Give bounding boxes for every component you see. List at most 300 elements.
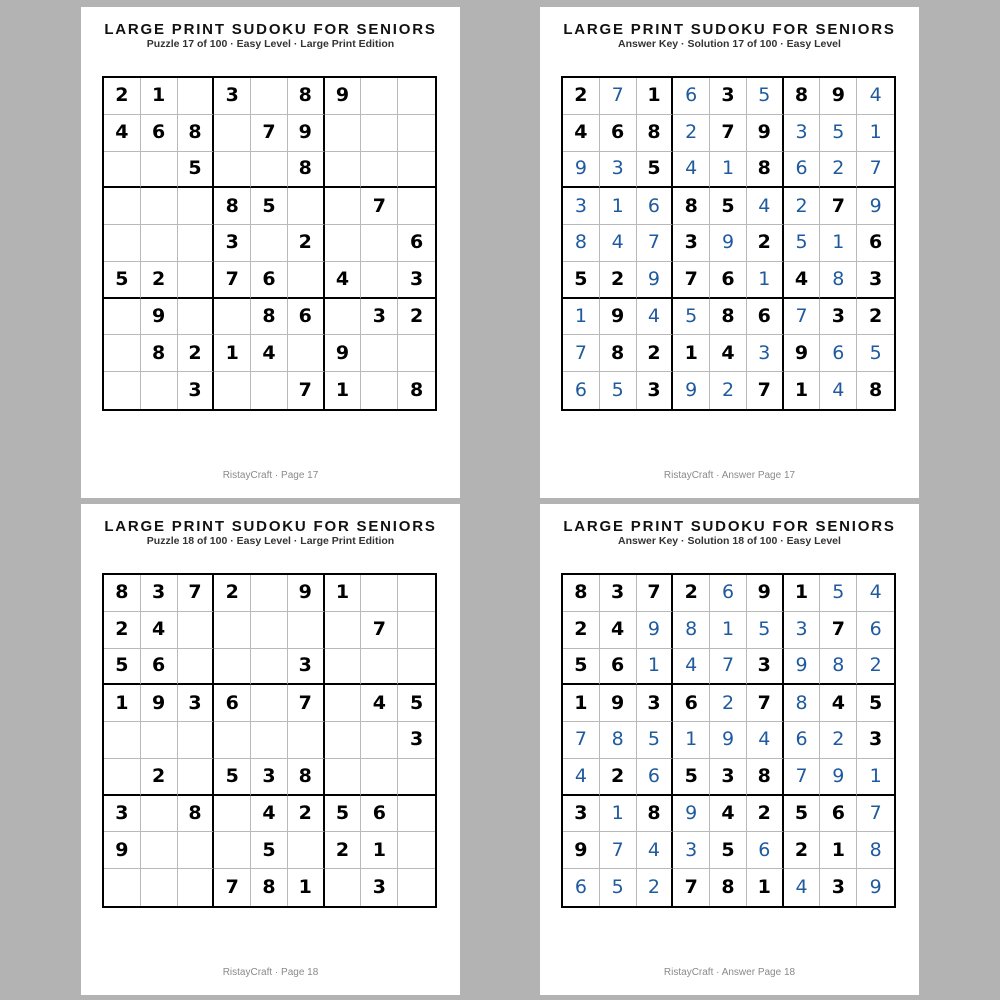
solution-digit-cell: 7 [784,759,821,796]
sudoku-solution-grid [561,573,896,908]
empty-cell [398,612,435,649]
solution-digit-cell: 2 [673,115,710,152]
solution-digit-cell: 2 [710,685,747,722]
empty-cell [288,722,325,759]
given-digit-cell: 3 [637,372,674,409]
given-digit-cell: 5 [710,832,747,869]
empty-cell [398,575,435,612]
solution-digit-cell: 4 [857,78,894,115]
empty-cell [288,188,325,225]
given-digit-cell: 3 [710,78,747,115]
given-digit-cell: 5 [784,796,821,833]
solution-digit-cell: 3 [600,152,637,189]
given-digit-cell: 5 [104,649,141,686]
given-digit-cell: 7 [361,188,398,225]
empty-cell [325,722,362,759]
given-digit-cell: 3 [673,225,710,262]
empty-cell [214,152,251,189]
empty-cell [178,612,215,649]
solution-digit-cell: 2 [710,372,747,409]
given-digit-cell: 7 [637,575,674,612]
given-digit-cell: 7 [673,869,710,906]
empty-cell [104,759,141,796]
given-digit-cell: 2 [104,612,141,649]
empty-cell [141,869,178,906]
empty-cell [325,649,362,686]
page-title: LARGE PRINT SUDOKU FOR SENIORS [563,21,896,38]
given-digit-cell: 7 [288,685,325,722]
given-digit-cell: 1 [325,575,362,612]
given-digit-cell: 8 [710,869,747,906]
solution-digit-cell: 9 [820,759,857,796]
given-digit-cell: 2 [784,832,821,869]
solution-digit-cell: 4 [784,869,821,906]
empty-cell [141,372,178,409]
given-digit-cell: 7 [820,188,857,225]
empty-cell [104,372,141,409]
empty-cell [398,115,435,152]
empty-cell [251,78,288,115]
given-digit-cell: 1 [361,832,398,869]
page-footer: RistayCraft · Page 18 [222,967,319,978]
given-digit-cell: 2 [141,759,178,796]
given-digit-cell: 8 [178,115,215,152]
given-digit-cell: 5 [563,262,600,299]
solution-digit-cell: 1 [600,188,637,225]
given-digit-cell: 7 [178,575,215,612]
empty-cell [214,612,251,649]
given-digit-cell: 8 [710,299,747,336]
empty-cell [214,299,251,336]
given-digit-cell: 9 [104,832,141,869]
given-digit-cell: 3 [637,685,674,722]
given-digit-cell: 8 [673,188,710,225]
given-digit-cell: 1 [104,685,141,722]
given-digit-cell: 6 [251,262,288,299]
solution-digit-cell: 6 [563,372,600,409]
solution-digit-cell: 9 [637,612,674,649]
empty-cell [178,262,215,299]
given-digit-cell: 3 [857,722,894,759]
solution-digit-cell: 3 [563,188,600,225]
given-digit-cell: 7 [214,262,251,299]
empty-cell [178,832,215,869]
given-digit-cell: 2 [398,299,435,336]
given-digit-cell: 8 [251,869,288,906]
given-digit-cell: 7 [710,115,747,152]
page-title: LARGE PRINT SUDOKU FOR SENIORS [563,518,896,535]
given-digit-cell: 9 [784,335,821,372]
empty-cell [104,869,141,906]
solution-digit-cell: 9 [869,876,882,899]
answer-page-18 [540,504,919,995]
given-digit-cell: 3 [214,78,251,115]
solution-digit-cell: 5 [857,335,894,372]
given-digit-cell: 7 [747,372,784,409]
solution-digit-cell: 6 [673,78,710,115]
given-digit-cell: 3 [857,262,894,299]
given-digit-cell: 8 [288,759,325,796]
solution-digit-cell: 2 [784,188,821,225]
solution-digit-cell: 6 [637,759,674,796]
solution-digit-cell: 5 [673,299,710,336]
given-digit-cell: 1 [141,78,178,115]
given-digit-cell: 9 [288,575,325,612]
given-digit-cell: 5 [563,649,600,686]
empty-cell [361,335,398,372]
given-digit-cell: 8 [784,78,821,115]
given-digit-cell: 6 [141,649,178,686]
given-digit-cell: 2 [325,832,362,869]
empty-cell [251,612,288,649]
solution-digit-cell: 6 [563,869,600,906]
sudoku-grid [102,76,437,411]
empty-cell [104,152,141,189]
empty-cell [214,115,251,152]
empty-cell [288,832,325,869]
empty-cell [214,649,251,686]
given-digit-cell: 7 [820,612,857,649]
solution-digit-cell: 2 [857,649,894,686]
solution-digit-cell: 3 [784,115,821,152]
given-digit-cell: 4 [600,612,637,649]
empty-cell [178,759,215,796]
empty-cell [288,335,325,372]
given-digit-cell: 4 [710,335,747,372]
given-digit-cell: 9 [325,335,362,372]
puzzle-page-17 [81,7,460,498]
given-digit-cell: 6 [361,796,398,833]
page-subtitle: Puzzle 18 of 100 · Easy Level · Large Print Edition [146,535,395,547]
solution-digit-cell: 3 [747,335,784,372]
empty-cell [178,299,215,336]
given-digit-cell: 9 [288,115,325,152]
given-digit-cell: 7 [214,869,251,906]
solution-digit-cell: 8 [820,649,857,686]
solution-digit-cell: 1 [710,152,747,189]
given-digit-cell: 4 [784,262,821,299]
solution-digit-cell: 8 [673,612,710,649]
empty-cell [361,575,398,612]
given-digit-cell: 3 [361,869,398,906]
solution-digit-cell: 7 [637,225,674,262]
empty-cell [361,722,398,759]
given-digit-cell: 7 [747,685,784,722]
given-digit-cell: 3 [178,372,215,409]
given-digit-cell: 2 [178,335,215,372]
empty-cell [178,722,215,759]
empty-cell [214,796,251,833]
empty-cell [398,152,435,189]
solution-digit-cell: 4 [747,722,784,759]
given-digit-cell: 8 [214,188,251,225]
given-digit-cell: 9 [820,78,857,115]
solution-digit-cell: 7 [784,299,821,336]
empty-cell [251,152,288,189]
empty-cell [325,685,362,722]
given-digit-cell: 2 [747,225,784,262]
empty-cell [325,612,362,649]
empty-cell [361,759,398,796]
given-digit-cell: 8 [104,575,141,612]
given-digit-cell: 1 [325,372,362,409]
given-digit-cell: 4 [141,612,178,649]
solution-digit-cell: 7 [600,78,637,115]
given-digit-cell: 4 [710,796,747,833]
given-digit-cell: 1 [288,869,325,906]
solution-digit-cell: 9 [857,188,894,225]
solution-digit-cell: 4 [637,832,674,869]
solution-digit-cell: 4 [563,759,600,796]
solution-digit-cell: 9 [673,796,710,833]
solution-digit-cell: 8 [600,722,637,759]
given-digit-cell: 3 [398,722,435,759]
given-digit-cell: 6 [600,649,637,686]
solution-digit-cell: 8 [784,685,821,722]
given-digit-cell: 8 [141,335,178,372]
given-digit-cell: 5 [251,188,288,225]
given-digit-cell: 8 [251,299,288,336]
given-digit-cell: 3 [214,225,251,262]
solution-digit-cell: 5 [637,722,674,759]
given-digit-cell: 2 [563,78,600,115]
empty-cell [398,335,435,372]
given-digit-cell: 2 [563,612,600,649]
page-subtitle: Answer Key · Solution 18 of 100 · Easy Level [618,535,841,547]
given-digit-cell: 9 [563,832,600,869]
empty-cell [104,335,141,372]
sudoku-solution-grid [561,76,896,411]
given-digit-cell: 9 [747,575,784,612]
empty-cell [178,225,215,262]
given-digit-cell: 8 [563,575,600,612]
solution-digit-cell: 8 [563,225,600,262]
given-digit-cell: 6 [673,685,710,722]
empty-cell [104,722,141,759]
given-digit-cell: 1 [784,372,821,409]
empty-cell [178,649,215,686]
solution-digit-cell: 4 [600,225,637,262]
empty-cell [178,869,215,906]
empty-cell [141,832,178,869]
solution-digit-cell: 5 [747,78,784,115]
solution-digit-cell: 8 [857,832,894,869]
given-digit-cell: 6 [857,225,894,262]
given-digit-cell: 6 [710,262,747,299]
empty-cell [325,188,362,225]
empty-cell [141,188,178,225]
given-digit-cell: 4 [104,115,141,152]
empty-cell [325,152,362,189]
empty-cell [214,722,251,759]
page-subtitle: Answer Key · Solution 17 of 100 · Easy Level [618,38,841,50]
given-digit-cell: 5 [857,685,894,722]
solution-digit-cell: 2 [637,869,674,906]
given-digit-cell: 1 [637,78,674,115]
given-digit-cell: 6 [141,115,178,152]
given-digit-cell: 8 [868,379,883,402]
empty-cell [398,796,435,833]
given-digit-cell: 8 [288,152,325,189]
given-digit-cell: 5 [178,152,215,189]
solution-digit-cell: 6 [747,832,784,869]
given-digit-cell: 1 [214,335,251,372]
empty-cell [214,372,251,409]
page-footer: RistayCraft · Page 17 [222,470,319,481]
given-digit-cell: 2 [857,299,894,336]
given-digit-cell: 5 [673,759,710,796]
solution-digit-cell: 4 [820,372,857,409]
given-digit-cell: 3 [251,759,288,796]
empty-cell [251,225,288,262]
solution-digit-cell: 1 [563,299,600,336]
empty-cell [398,78,435,115]
empty-cell [288,612,325,649]
given-digit-cell: 2 [600,759,637,796]
given-digit-cell: 3 [141,575,178,612]
given-digit-cell: 6 [214,685,251,722]
solution-digit-cell: 6 [784,722,821,759]
empty-cell [141,152,178,189]
solution-digit-cell: 1 [820,225,857,262]
solution-digit-cell: 1 [710,612,747,649]
given-digit-cell: 5 [398,685,435,722]
solution-digit-cell: 3 [784,612,821,649]
given-digit-cell: 9 [600,685,637,722]
solution-digit-cell: 7 [600,832,637,869]
empty-cell [178,78,215,115]
given-digit-cell: 4 [820,685,857,722]
given-digit-cell: 1 [820,832,857,869]
given-digit-cell: 2 [104,78,141,115]
solution-digit-cell: 1 [600,796,637,833]
given-digit-cell: 5 [710,188,747,225]
empty-cell [251,649,288,686]
empty-cell [325,225,362,262]
given-digit-cell: 9 [141,685,178,722]
empty-cell [325,869,362,906]
given-digit-cell: 7 [361,612,398,649]
empty-cell [361,115,398,152]
given-digit-cell: 2 [747,796,784,833]
given-digit-cell: 7 [673,262,710,299]
given-digit-cell: 2 [214,575,251,612]
solution-digit-cell: 9 [784,649,821,686]
solution-digit-cell: 1 [637,649,674,686]
empty-cell [251,722,288,759]
answer-page-17 [540,7,919,498]
given-digit-cell: 9 [747,115,784,152]
solution-digit-cell: 5 [747,612,784,649]
solution-digit-cell: 7 [563,722,600,759]
empty-cell [325,115,362,152]
page-subtitle: Puzzle 17 of 100 · Easy Level · Large Print Edition [146,38,395,50]
given-digit-cell: 5 [214,759,251,796]
given-digit-cell: 8 [747,152,784,189]
given-digit-cell: 2 [673,575,710,612]
page-title: LARGE PRINT SUDOKU FOR SENIORS [104,518,437,535]
empty-cell [251,685,288,722]
given-digit-cell: 1 [563,685,600,722]
solution-digit-cell: 6 [857,612,894,649]
empty-cell [288,262,325,299]
empty-cell [251,575,288,612]
given-digit-cell: 3 [563,796,600,833]
empty-cell [361,649,398,686]
given-digit-cell: 3 [710,759,747,796]
solution-digit-cell: 7 [857,152,894,189]
solution-digit-cell: 9 [710,722,747,759]
solution-digit-cell: 6 [820,335,857,372]
solution-digit-cell: 2 [820,722,857,759]
empty-cell [361,152,398,189]
given-digit-cell: 3 [178,685,215,722]
empty-cell [104,299,141,336]
solution-digit-cell: 4 [857,575,894,612]
given-digit-cell: 8 [637,796,674,833]
empty-cell [141,796,178,833]
given-digit-cell: 1 [673,335,710,372]
solution-digit-cell: 9 [710,225,747,262]
solution-digit-cell: 6 [784,152,821,189]
given-digit-cell: 3 [288,649,325,686]
solution-digit-cell: 9 [563,152,600,189]
empty-cell [178,188,215,225]
empty-cell [398,759,435,796]
given-digit-cell: 9 [141,299,178,336]
given-digit-cell: 9 [600,299,637,336]
solution-digit-cell: 5 [784,225,821,262]
empty-cell [104,225,141,262]
given-digit-cell: 3 [747,649,784,686]
given-digit-cell: 8 [600,335,637,372]
solution-digit-cell: 1 [747,262,784,299]
empty-cell [141,225,178,262]
solution-digit-cell: 2 [820,152,857,189]
empty-cell [214,832,251,869]
given-digit-cell: 2 [288,796,325,833]
given-digit-cell: 2 [141,262,178,299]
given-digit-cell: 2 [288,225,325,262]
empty-cell [361,78,398,115]
given-digit-cell: 3 [104,796,141,833]
solution-digit-cell: 8 [820,262,857,299]
given-digit-cell: 4 [563,115,600,152]
given-digit-cell: 6 [398,225,435,262]
solution-digit-cell: 4 [637,299,674,336]
solution-digit-cell: 7 [563,335,600,372]
page-footer: RistayCraft · Answer Page 18 [663,967,796,978]
given-digit-cell: 8 [178,796,215,833]
given-digit-cell: 1 [784,575,821,612]
empty-cell [398,832,435,869]
given-digit-cell: 5 [637,152,674,189]
given-digit-cell: 3 [820,869,857,906]
empty-cell [398,649,435,686]
given-digit-cell: 3 [361,299,398,336]
solution-digit-cell: 9 [673,372,710,409]
empty-cell [325,759,362,796]
given-digit-cell: 2 [637,335,674,372]
given-digit-cell: 3 [600,575,637,612]
page-footer: RistayCraft · Answer Page 17 [663,470,796,481]
given-digit-cell: 7 [288,372,325,409]
solution-digit-cell: 5 [820,575,857,612]
empty-cell [251,372,288,409]
given-digit-cell: 8 [288,78,325,115]
solution-digit-cell: 4 [673,649,710,686]
given-digit-cell: 8 [409,379,424,402]
